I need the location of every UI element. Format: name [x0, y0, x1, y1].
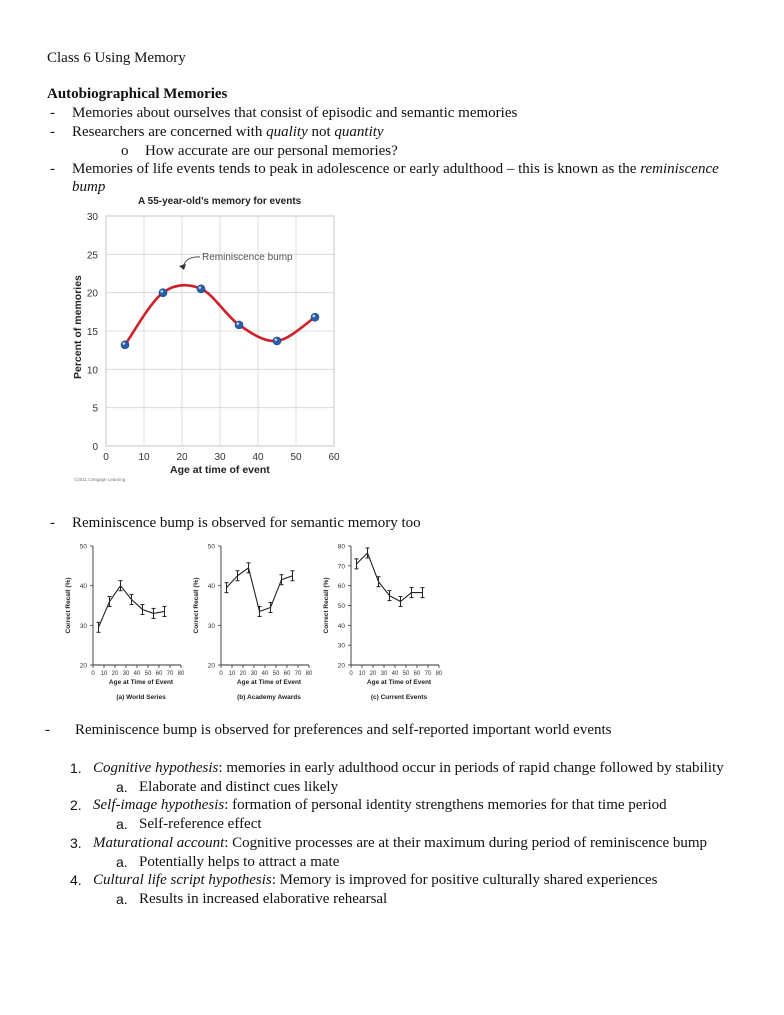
- sub-list-item: Potentially helps to attract a mate: [139, 854, 340, 870]
- y-tick-label: 30: [337, 642, 345, 650]
- x-tick-label: 0: [349, 671, 353, 677]
- main-chart-y-ticks: [87, 212, 99, 453]
- x-tick-label: 40: [252, 452, 264, 463]
- y-tick-label: 50: [79, 543, 87, 551]
- main-chart-point: [159, 289, 167, 297]
- x-tick-label: 80: [177, 671, 185, 677]
- x-tick-label: 20: [111, 671, 119, 677]
- x-tick-label: 30: [250, 671, 258, 677]
- sub-list-letter: a.: [116, 891, 128, 907]
- x-tick-label: 10: [100, 671, 108, 677]
- bullet-dash: -: [50, 161, 55, 177]
- y-tick-label: 30: [79, 622, 87, 630]
- x-tick-label: 60: [328, 452, 340, 463]
- y-tick-label: 10: [86, 365, 98, 377]
- x-tick-label: 30: [214, 452, 226, 463]
- x-tick-label: 0: [91, 671, 95, 677]
- y-tick-label: 70: [337, 563, 345, 571]
- x-tick-label: 50: [144, 671, 152, 677]
- point-highlight: [275, 338, 278, 341]
- main-chart-point: [121, 341, 129, 349]
- bullet-dash: -: [45, 722, 50, 738]
- x-tick-label: 20: [239, 671, 247, 677]
- y-tick-label: 30: [86, 212, 98, 223]
- y-tick-label: 0: [92, 442, 98, 453]
- x-tick-label: 60: [283, 671, 291, 677]
- main-chart-grid: [106, 216, 334, 446]
- main-chart-title: A 55-year-old’s memory for events: [138, 196, 302, 207]
- sub-list-letter: a.: [116, 779, 128, 795]
- bullet-quality: Researchers are concerned with quality not quantity: [72, 124, 384, 140]
- main-chart-annotation: Reminiscence bump: [202, 252, 293, 263]
- x-tick-label: 40: [133, 671, 141, 677]
- page-title: Class 6 Using Memory: [47, 50, 186, 66]
- small-chart-xlabel: Age at Time of Event: [236, 679, 302, 686]
- y-tick-label: 30: [207, 622, 215, 630]
- small-chart-title: (b) Academy Awards: [237, 694, 301, 701]
- sub-list-item: Elaborate and distinct cues likely: [139, 779, 339, 795]
- sub-list-letter: a.: [116, 854, 128, 870]
- main-chart-x-ticks: [103, 452, 340, 463]
- x-tick-label: 70: [294, 671, 302, 677]
- y-tick-label: 15: [86, 327, 98, 338]
- x-tick-label: 60: [155, 671, 163, 677]
- y-tick-label: 40: [207, 583, 215, 591]
- small-chart-world-series: [55, 538, 190, 703]
- bullet-semantic-bump: Reminiscence bump is observed for semantic memory too: [72, 515, 421, 531]
- bullet-life-events-cont: bump: [72, 179, 106, 195]
- section-heading: Autobiographical Memories: [47, 86, 228, 102]
- bullet-preferences: Reminiscence bump is observed for preferences and self-reported important world events: [75, 722, 612, 738]
- x-tick-label: 10: [228, 671, 236, 677]
- point-highlight: [161, 290, 164, 293]
- x-tick-label: 20: [369, 671, 377, 677]
- y-tick-label: 20: [207, 662, 215, 670]
- list-item-maturational: Maturational account: Cognitive processes are at their maximum during period of reminiscence bump: [93, 835, 708, 851]
- x-tick-label: 80: [435, 671, 443, 677]
- annotation-arrow: [183, 257, 200, 267]
- y-tick-label: 50: [337, 603, 345, 610]
- x-tick-label: 0: [103, 452, 109, 463]
- y-tick-label: 20: [337, 662, 345, 670]
- y-tick-label: 80: [337, 543, 345, 551]
- x-tick-label: 30: [122, 671, 130, 677]
- x-tick-label: 70: [166, 671, 174, 677]
- list-item-self-image: Self-image hypothesis: formation of personal identity strengthens memories for that time period: [93, 797, 667, 813]
- y-tick-label: 5: [92, 403, 98, 415]
- small-chart-ylabel: Correct Recall (%): [193, 577, 200, 634]
- main-chart-point: [273, 337, 281, 345]
- sub-bullet-marker: o: [121, 143, 129, 159]
- bullet-dash: -: [50, 105, 55, 121]
- main-chart-point: [311, 313, 319, 321]
- small-chart-academy-awards: [183, 538, 318, 703]
- y-tick-label: 40: [337, 622, 345, 630]
- x-tick-label: 80: [305, 671, 313, 677]
- small-chart-ylabel: Correct Recall (%): [65, 577, 72, 634]
- bullet-dash: -: [50, 124, 55, 140]
- small-chart-xlabel: Age at Time of Event: [366, 679, 432, 686]
- list-number: 2.: [70, 797, 82, 813]
- list-number: 1.: [70, 760, 82, 776]
- x-tick-label: 50: [290, 452, 302, 463]
- bullet-dash: -: [50, 515, 55, 531]
- y-tick-label: 60: [337, 583, 345, 591]
- point-highlight: [123, 342, 126, 345]
- list-number: 3.: [70, 835, 82, 851]
- point-highlight: [199, 286, 202, 289]
- x-tick-label: 40: [261, 671, 269, 677]
- small-chart-xlabel: Age at Time of Event: [108, 679, 174, 686]
- main-chart-xlabel: Age at time of event: [170, 464, 270, 476]
- x-tick-label: 30: [380, 671, 388, 677]
- x-tick-label: 50: [272, 671, 280, 677]
- y-tick-label: 20: [79, 662, 87, 670]
- sub-bullet-accuracy: How accurate are our personal memories?: [145, 143, 398, 159]
- y-tick-label: 40: [79, 583, 87, 591]
- list-number: 4.: [70, 872, 82, 888]
- x-tick-label: 0: [219, 671, 223, 677]
- annotation-arrowhead: [179, 264, 186, 270]
- bullet-episodic-semantic: Memories about ourselves that consist of episodic and semantic memories: [72, 105, 518, 121]
- x-tick-label: 70: [424, 671, 432, 677]
- sub-list-letter: a.: [116, 816, 128, 832]
- small-chart-title: (c) Current Events: [370, 694, 428, 701]
- x-tick-label: 10: [138, 452, 150, 463]
- sub-list-item: Self-reference effect: [139, 816, 262, 832]
- small-chart-current-events: [313, 538, 448, 703]
- main-chart-credit: ©2011 Cengage Learning: [74, 477, 126, 482]
- y-tick-label: 50: [207, 543, 215, 551]
- small-chart-title: (a) World Series: [116, 694, 166, 701]
- list-item-cognitive: Cognitive hypothesis: memories in early adulthood occur in periods of rapid change followed by stability: [93, 760, 724, 776]
- point-highlight: [313, 315, 316, 318]
- bullet-life-events: Memories of life events tends to peak in adolescence or early adulthood – this is known as the reminiscence: [72, 161, 719, 177]
- list-item-cultural: Cultural life script hypothesis: Memory is improved for positive culturally shared experiences: [93, 872, 658, 888]
- main-chart-ylabel: Percent of memories: [72, 275, 84, 379]
- x-tick-label: 40: [391, 671, 399, 677]
- x-tick-label: 60: [413, 671, 421, 677]
- y-tick-label: 25: [86, 250, 98, 262]
- main-chart-point: [197, 285, 205, 293]
- main-chart: [60, 190, 350, 485]
- x-tick-label: 50: [402, 671, 410, 677]
- x-tick-label: 10: [358, 671, 366, 677]
- x-tick-label: 20: [176, 452, 188, 463]
- point-highlight: [237, 322, 240, 325]
- sub-list-item: Results in increased elaborative rehearsal: [139, 891, 388, 907]
- small-chart-ylabel: Correct Recall (%): [323, 577, 330, 634]
- y-tick-label: 20: [86, 288, 98, 300]
- main-chart-point: [235, 321, 243, 329]
